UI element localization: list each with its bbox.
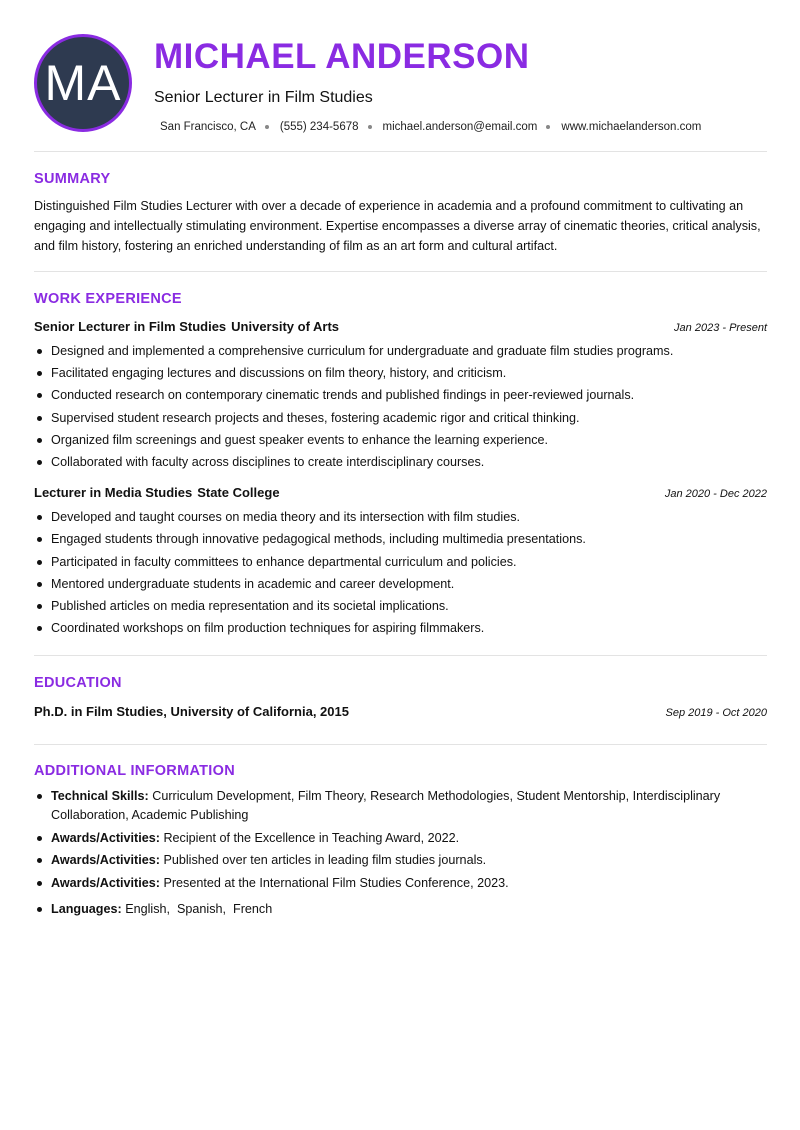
job-entry	[34, 319, 767, 473]
contact-line	[160, 121, 701, 133]
list-item: Designed and implemented a comprehensive curriculum for undergraduate and graduate film studies programs.	[34, 340, 767, 362]
job-header	[34, 319, 767, 334]
work-experience-section	[34, 272, 767, 656]
item-label: Awards/Activities:	[51, 830, 160, 845]
job-bullets	[34, 506, 767, 639]
additional-information-heading: ADDITIONAL INFORMATION	[34, 763, 235, 780]
list-item	[34, 874, 767, 893]
list-item: Supervised student research projects and theses, fostering academic rigor and critical thinking.	[34, 407, 767, 429]
list-item: Developed and taught courses on media theory and its intersection with film studies.	[34, 506, 767, 528]
summary-section	[34, 152, 767, 272]
list-item	[34, 829, 767, 848]
avatar	[34, 34, 132, 132]
item-text: English, Spanish, French	[125, 901, 273, 916]
list-item: Conducted research on contemporary cinematic trends and published findings in peer-reviewed journals.	[34, 384, 767, 406]
contact-phone: (555) 234-5678	[279, 121, 359, 133]
list-item: Mentored undergraduate students in academic and career development.	[34, 573, 767, 595]
list-item: Participated in faculty committees to enhance departmental curriculum and policies.	[34, 551, 767, 573]
item-label: Awards/Activities:	[51, 853, 160, 868]
avatar-initials: MA	[44, 55, 122, 111]
item-label: Technical Skills:	[51, 789, 149, 804]
summary-text: Distinguished Film Studies Lecturer with over a decade of experience in academia and a profound commitment to cultivating an engaging and intellectually stimulating environment. Expertise encompasses a diverse array of cinematic theories, critical analysis, and film history, fostering an enriched understanding of film as an art form and cultural artifact.	[34, 199, 761, 253]
education-entry	[34, 704, 767, 719]
item-text: Recipient of the Excellence in Teaching Award, 2022.	[163, 830, 460, 845]
list-item	[34, 851, 767, 870]
job-dates: Jan 2020 - Dec 2022	[664, 488, 767, 501]
contact-email[interactable]: michael.anderson@email.com	[382, 121, 538, 133]
education-section	[34, 656, 767, 745]
list-item: Engaged students through innovative pedagogical methods, including multimedia presentations.	[34, 528, 767, 550]
education-dates: Sep 2019 - Oct 2020	[665, 707, 767, 720]
item-text: Presented at the International Film Studies Conference, 2023.	[163, 875, 509, 890]
job-role: Lecturer in Media Studies	[34, 485, 193, 501]
list-item: Coordinated workshops on film production techniques for aspiring filmmakers.	[34, 617, 767, 639]
job-header	[34, 485, 767, 500]
item-text: Published over ten articles in leading film studies journals.	[163, 853, 487, 868]
education-heading: EDUCATION	[34, 675, 122, 692]
list-item: Published articles on media representation and its societal implications.	[34, 595, 767, 617]
job-role: Senior Lecturer in Film Studies	[34, 319, 227, 334]
job-bullets	[34, 340, 767, 473]
work-experience-heading: WORK EXPERIENCE	[34, 291, 182, 307]
job-organization: University of Arts	[231, 319, 340, 334]
job-title: Senior Lecturer in Film Studies	[154, 89, 373, 106]
contact-location: San Francisco, CA	[160, 121, 256, 133]
education-degree: Ph.D. in Film Studies, University of California, 2015	[34, 704, 349, 720]
item-label: Awards/Activities:	[51, 875, 160, 890]
job-organization: State College	[197, 485, 280, 501]
item-text: Curriculum Development, Film Theory, Research Methodologies, Student Mentorship, Interdisciplinary Collaboration, Academic Publishing	[51, 789, 721, 823]
list-item	[34, 900, 767, 919]
item-label: Languages:	[51, 901, 122, 916]
job-entry	[34, 485, 767, 639]
separator-dot-icon	[546, 125, 550, 129]
separator-dot-icon	[265, 125, 269, 129]
separator-dot-icon	[368, 125, 372, 129]
summary-heading: SUMMARY	[34, 171, 111, 187]
additional-information-section	[34, 745, 767, 919]
list-item	[34, 787, 767, 825]
candidate-name: MICHAEL ANDERSON	[154, 37, 530, 76]
list-item: Organized film screenings and guest speaker events to enhance the learning experience.	[34, 429, 767, 451]
resume-header	[34, 0, 767, 152]
contact-website[interactable]: www.michaelanderson.com	[561, 121, 702, 133]
job-dates: Jan 2023 - Present	[674, 322, 767, 334]
list-item: Facilitated engaging lectures and discussions on film theory, history, and criticism.	[34, 362, 767, 384]
additional-list	[34, 787, 767, 919]
list-item: Collaborated with faculty across disciplines to create interdisciplinary courses.	[34, 451, 767, 473]
